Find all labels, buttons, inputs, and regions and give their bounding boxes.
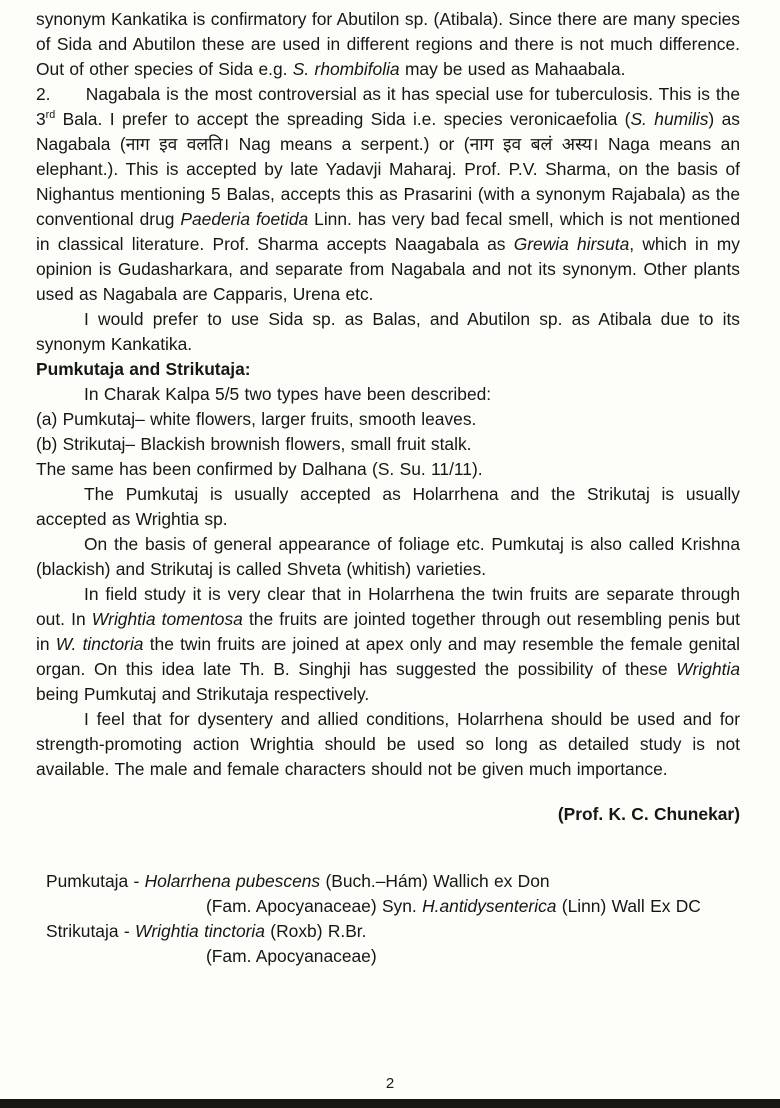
text-segment: Wrightia tinctoria [134,921,265,941]
text-segment: (b) Strikutaj– Blackish brownish flowers, small fruit stalk. [36,434,472,454]
paragraph-conclusion [36,707,740,782]
text-segment: In field study it is very clear that in Holarrhena the twin fruits are separate through out. In [36,584,740,629]
text-segment: , which in my opinion is Gudasharkara, and separate from Nagabala and not its synonym. Other plants used as Nagabala are Capparis, Urena etc. [36,234,740,304]
text-segment: Wrightia tomentosa [91,609,243,629]
text-segment: (a) Pumkutaj– white flowers, larger fruits, smooth leaves. [36,409,477,429]
text-segment: Bala. I prefer to accept the spreading Sida i.e. species veronicaefolia ( [55,109,631,129]
text-segment: (Fam. Apocyanaceae) Syn. [206,896,423,916]
section-heading-pumkutaja-strikutaja [36,357,740,382]
signature-author [36,802,740,827]
text-segment: Holarrhena pubescens [144,871,321,891]
text-segment: ) as Nagabala (नाग इव वलति। Nag means a serpent.) or (नाग इव बलं अस्य। Naga means an elephant.). This is accepted by late Yadavji Maharaj. Prof. P.V. Sharma, on the basis of Nighantus mentioning 5 Balas, accepts this as Prasarini (with a synonym Rajabala) as the conventional drug [36,109,740,229]
page-number: 2 [385,1075,395,1092]
botanical-line-strikutaja [46,919,740,944]
text-segment: I feel that for dysentery and allied conditions, Holarrhena should be used and for strength-promoting action Wrightia should be used so long as detailed study is not available. The male and female characters should not be given much importance. [36,709,740,779]
text-segment: Wrightia [676,659,740,679]
text-segment: (Prof. K. C. Chunekar) [557,804,740,824]
text-segment: Linn. has very bad fecal smell, which is not mentioned in classical literature. Prof. Sharma accepts Naagabala as [36,209,740,254]
paragraph-foliage-varieties [36,532,740,582]
text-segment: the twin fruits are joined at apex only and may resemble the female genital organ. On this idea late Th. B. Singhji has suggested the possibility of these [36,634,741,679]
botanical-names-block [46,869,740,969]
paragraph-intro-continuation [36,7,740,82]
text-segment: (Linn) Wall Ex DC [556,896,701,916]
text-segment: Strikutaja - [46,921,135,941]
text-segment: (Buch.–Hám) Wallich ex Don [320,871,550,891]
text-segment: 2. Nagabala is the most controversial as it has special use for tuberculosis. This is the 3 [36,84,740,129]
text-segment: synonym Kankatika is confirmatory for Abutilon sp. (Atibala). Since there are many species of Sida and Abutilon these are used in different regions and there is not much difference. Out of other species of Sida e.g. [36,9,740,79]
scan-edge-artifact [0,1099,780,1108]
paragraph-holarrhena-wrightia [36,482,740,532]
text-segment: H.antidysenterica [422,896,557,916]
paragraph-dalhana [36,457,740,482]
text-segment: S. rhombifolia [292,59,400,79]
botanical-line-pumkutaja [46,869,740,894]
botanical-line-strikutaja-family [206,944,740,969]
text-segment: S. humilis [630,109,709,129]
text-segment: the fruits are jointed together through out resembling penis but in [36,609,740,654]
text-segment: Pumkutaja and Strikutaja: [36,359,251,379]
text-segment: The same has been confirmed by Dalhana (S. Su. 11/11). [36,459,483,479]
text-segment: (Roxb) R.Br. [264,921,367,941]
list-item-a-pumkutaj [36,407,740,432]
paragraph-field-study [36,582,740,707]
text-segment: being Pumkutaj and Strikutaja respectively. [36,684,370,704]
paragraph-preference [36,307,740,357]
list-item-b-strikutaj [36,432,740,457]
text-segment: I would prefer to use Sida sp. as Balas, and Abutilon sp. as Atibala due to its synonym Kankatika. [36,309,740,354]
text-segment: Pumkutaja - [46,871,145,891]
text-segment: On the basis of general appearance of foliage etc. Pumkutaj is also called Krishna (blackish) and Strikutaj is called Shveta (whitish) varieties. [36,534,740,579]
text-segment: Paederia foetida [180,209,309,229]
text-segment: rd [45,109,56,122]
text-segment: W. tinctoria [55,634,144,654]
text-segment: In Charak Kalpa 5/5 two types have been described: [84,384,492,404]
text-segment: The Pumkutaj is usually accepted as Holarrhena and the Strikutaj is usually accepted as Wrightia sp. [36,484,740,529]
paragraph-charak-kalpa [36,382,740,407]
paragraph-numbered-nagabala [36,82,740,307]
text-segment: may be used as Mahaabala. [399,59,626,79]
text-segment: Grewia hirsuta [513,234,630,254]
text-segment: (Fam. Apocyanaceae) [206,946,377,966]
botanical-line-pumkutaja-family [206,894,740,919]
